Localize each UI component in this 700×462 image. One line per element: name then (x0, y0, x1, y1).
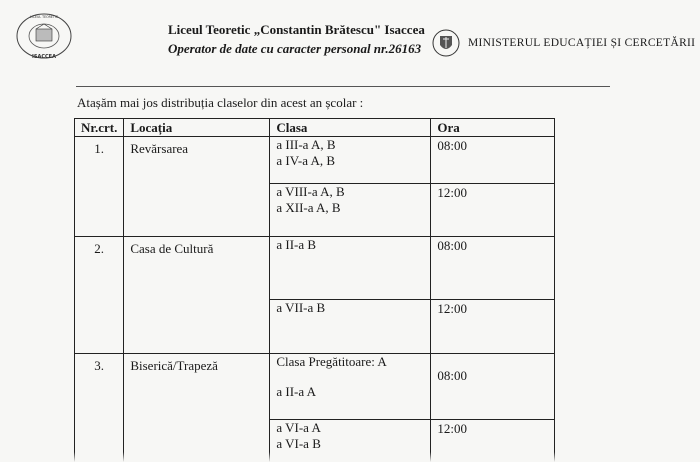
row-location: Revărsarea (124, 137, 270, 237)
class-item: a VI-a B (276, 436, 321, 451)
class-item: a II-a A (276, 384, 317, 399)
class-distribution-table (74, 118, 555, 462)
class-cell (270, 237, 431, 300)
time-cell: 12:00 (431, 184, 555, 237)
header-locatia: Locația (124, 119, 270, 137)
operator-line: Operator de date cu caracter personal nr.26163 (168, 41, 422, 56)
row-number: 2. (75, 237, 124, 354)
page-fade (0, 452, 700, 462)
ministry-heading (432, 28, 695, 58)
table-header-row (75, 119, 555, 137)
class-item: a VII-a B (276, 300, 326, 315)
time-cell: 08:00 (431, 237, 555, 300)
svg-text:ISACCEA: ISACCEA (32, 54, 56, 60)
header-divider (76, 86, 610, 87)
row-location: Biserică/Trapeză (124, 354, 270, 462)
school-logo (14, 10, 74, 62)
class-cell (270, 137, 431, 184)
class-item: a IV-a A, B (276, 153, 336, 168)
school-name: Liceul Teoretic „Constantin Brătescu" Isaccea (168, 22, 425, 37)
time-cell: 12:00 (431, 300, 555, 354)
table-row (75, 137, 555, 184)
class-item: a XII-a A, B (276, 200, 341, 215)
header-ora: Ora (431, 119, 555, 137)
row-number: 1. (75, 137, 124, 237)
class-item: a III-a A, B (276, 137, 336, 152)
intro-text: Atașăm mai jos distribuția claselor din acest an școlar : (77, 95, 364, 110)
header-clasa: Clasa (270, 119, 431, 137)
class-item: a VI-a A (276, 420, 321, 435)
school-heading (168, 22, 438, 57)
time-cell: 12:00 (431, 420, 555, 462)
time-cell: 08:00 (431, 354, 555, 420)
class-cell (270, 354, 431, 420)
class-cell (270, 184, 431, 237)
row-location: Casa de Cultură (124, 237, 270, 354)
ministry-name: MINISTERUL EDUCAȚIEI ȘI CERCETĂRII (468, 37, 696, 49)
row-number: 3. (75, 354, 124, 462)
table-row (75, 237, 555, 300)
time-cell: 08:00 (431, 137, 555, 184)
class-item: a VIII-a A, B (276, 184, 345, 199)
class-cell (270, 300, 431, 354)
coat-of-arms-icon (432, 28, 460, 58)
header-nr: Nr.crt. (75, 119, 124, 137)
class-item: a II-a B (276, 237, 317, 252)
class-item: Clasa Pregătitoare: A (276, 354, 387, 369)
svg-text:LICEUL TEORETIC: LICEUL TEORETIC (30, 15, 58, 19)
table-row (75, 354, 555, 420)
